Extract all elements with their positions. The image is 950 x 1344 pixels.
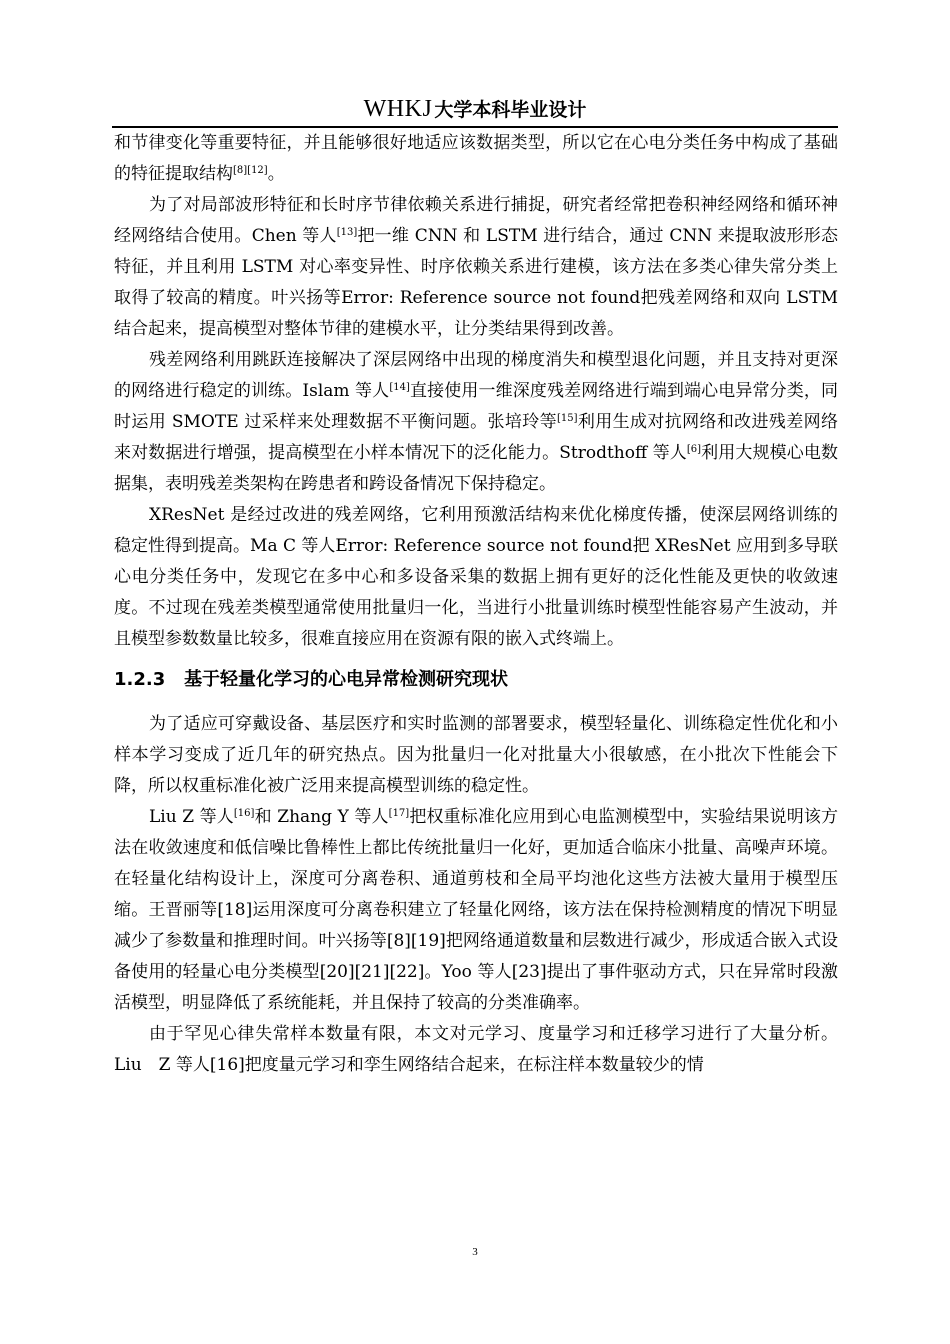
text-run: 直接使用一维深度残差网络进行端到端心电异常分类，同时运用 SMOTE 过采样来处理数据不平衡问题。张培玲等: [114, 381, 838, 432]
text-run: Liu Z 等人: [149, 807, 234, 827]
text-run: 利用大规模心电数据集，表明残差类架构在跨患者和跨设备情况下保持稳定。: [114, 443, 839, 494]
section-heading: [114, 664, 838, 696]
paragraph-4: [114, 500, 838, 655]
text-run: 和 Zhang Y 等人: [254, 807, 389, 827]
text-run: 把一维 CNN 和 LSTM 进行结合，通过 CNN 来提取波形形态特征，并且利用 LSTM 对心率变异性、时序依赖关系进行建模，该方法在多类心律失常分类上取得了较高的精度。叶兴扬等Error: Reference source not found把残差网络和双向 LSTM 结合起来，提高模型对整体节律的建模水平，让分类结果得到改善。: [114, 226, 838, 339]
paragraph-7: [114, 1019, 838, 1081]
text-run: 为了适应可穿戴设备、基层医疗和实时监测的部署要求，模型轻量化、训练稳定性优化和小样本学习变成了近几年的研究热点。因为批量归一化对批量大小很敏感，在小批次下性能会下降，所以权重标准化被广泛用来提高模型训练的稳定性。: [114, 714, 838, 796]
text-run: 由于罕见心律失常样本数量有限，本文对元学习、度量学习和迁移学习进行了大量分析。Liu Z 等人[16]把度量元学习和孪生网络结合起来，在标注样本数量较少的情: [114, 1024, 838, 1075]
page-body: [114, 128, 838, 1081]
citation: [14]: [389, 382, 410, 393]
header-brand: WHKJ: [363, 96, 433, 122]
citation: [13]: [336, 227, 358, 238]
page-header: [112, 92, 838, 126]
paragraph-5: [114, 709, 838, 802]
text-run: 为了对局部波形特征和长时序节律依赖关系进行捕捉，研究者经常把卷积神经网络和循环神经网络结合使用。Chen 等人: [114, 195, 838, 246]
paragraph-2: [114, 190, 838, 345]
text-run: 。: [267, 164, 285, 184]
text-run: XResNet 是经过改进的残差网络，它利用预激活结构来优化梯度传播，使深层网络训练的稳定性得到提高。Ma C 等人Error: Reference source not found把 XResNet 应用到多导联心电分类任务中，发现它在多中心和多设备采集的数据上拥有更好的泛化性能及更快的收敛速度。不过现在残差类模型通常使用批量归一化，当进行小批量训练时模型性能容易产生波动，并且模型参数数量比较多，很难直接应用在资源有限的嵌入式终端上。: [114, 505, 838, 649]
citation: [16]: [233, 808, 255, 819]
citation: [17]: [388, 808, 410, 819]
text-run: 和节律变化等重要特征，并且能够很好地适应该数据类型，所以它在心电分类任务中构成了基础的特征提取结构: [114, 133, 838, 184]
section-title: 基于轻量化学习的心电异常检测研究现状: [184, 669, 509, 690]
text-run: 利用生成对抗网络和改进残差网络来对数据进行增强，提高模型在小样本情况下的泛化能力。Strodthoff 等人: [114, 412, 839, 463]
citation: [8][12]: [233, 165, 268, 176]
paragraph-3: [114, 345, 838, 500]
text-run: 把权重标准化应用到心电监测模型中，实验结果说明该方法在收敛速度和低信噪比鲁棒性上都比传统批量归一化好，更加适合临床小批量、高噪声环境。在轻量化结构设计上，深度可分离卷积、通道剪枝和全局平均池化这些方法被大量用于模型压缩。王晋丽等[18]运用深度可分离卷积建立了轻量化网络，该方法在保持检测精度的情况下明显减少了参数量和推理时间。叶兴扬等[8][19]把网络通道数量和层数进行减少，形成适合嵌入式设备使用的轻量心电分类模型[20][21][22]。Yoo 等人[23]提出了事件驱动方式，只在异常时段激活模型，明显降低了系统能耗，并且保持了较高的分类准确率。: [114, 807, 838, 1013]
paragraph-6: [114, 802, 838, 1019]
page-number: 3: [472, 1246, 478, 1258]
section-number: 1.2.3: [114, 669, 166, 690]
citation: [15]: [556, 413, 578, 424]
text-run: 残差网络利用跳跃连接解决了深层网络中出现的梯度消失和模型退化问题，并且支持对更深的网络进行稳定的训练。Islam 等人: [114, 350, 838, 401]
citation: [6]: [686, 444, 702, 455]
paragraph-1: [114, 128, 838, 190]
header-title: 大学本科毕业设计: [434, 99, 587, 121]
